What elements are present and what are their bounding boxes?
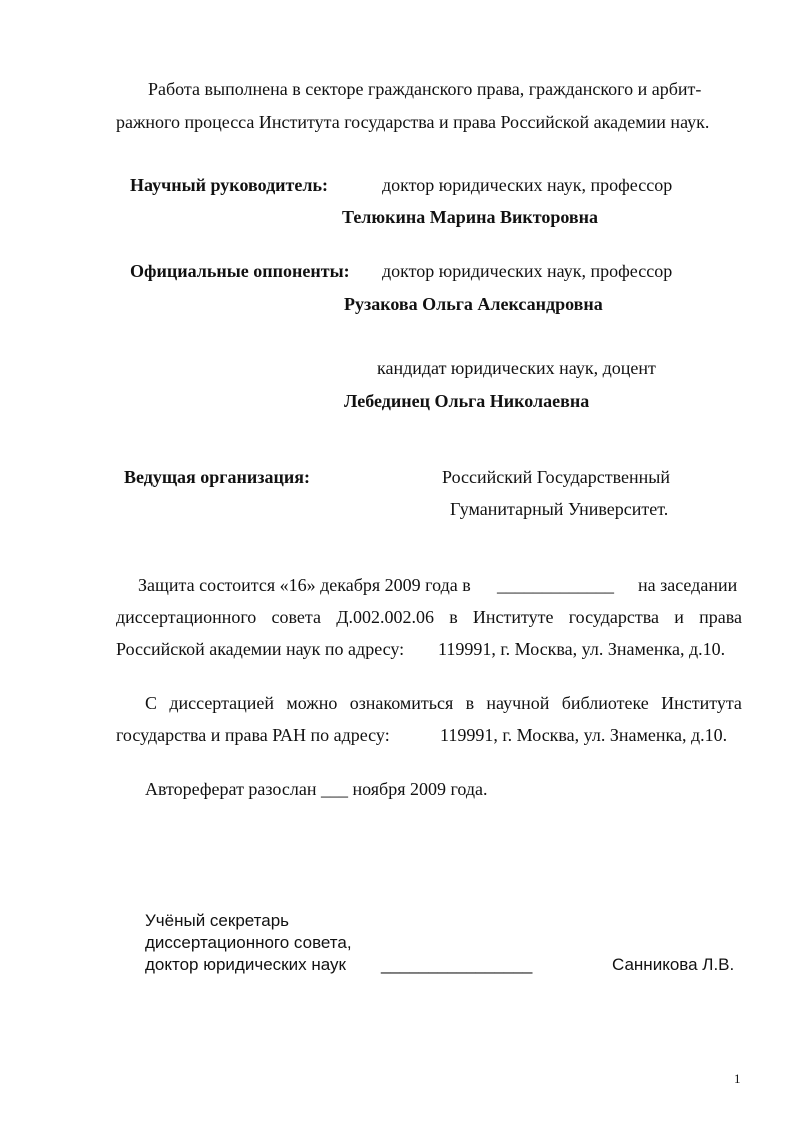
secretary-name: Санникова Л.В. — [612, 955, 735, 974]
defense-address: 119991, г. Москва, ул. Знаменка, д.10. — [438, 639, 726, 659]
intro-line-2: ражного процесса Института государства и права Российской академии наук. — [116, 112, 710, 132]
supervisor-name: Телюкина Марина Викторовна — [342, 207, 599, 227]
defense-word: государства — [568, 607, 659, 627]
library-word: Института — [661, 693, 742, 713]
page-number: 1 — [734, 1071, 741, 1086]
defense-line-2 — [116, 608, 742, 626]
opponent-1-name: Рузакова Ольга Александровна — [344, 294, 603, 314]
library-word: библиотеке — [561, 693, 649, 713]
leading-org-line-1: Российский Государственный — [442, 467, 671, 487]
defense-word: и — [674, 607, 684, 627]
defense-word: совета — [271, 607, 321, 627]
defense-word: Институте — [472, 607, 554, 627]
library-word: можно — [286, 693, 338, 713]
defense-line-1-text: Защита состоится «16» декабря 2009 года в — [138, 575, 471, 595]
leading-org-label: Ведущая организация: — [124, 467, 310, 487]
defense-word: Д.002.002.06 — [336, 607, 434, 627]
secretary-title-line-2: диссертационного совета, — [145, 933, 352, 952]
opponent-2-name: Лебединец Ольга Николаевна — [344, 391, 590, 411]
opponent-2-degree: кандидат юридических наук, доцент — [377, 358, 656, 378]
leading-org-line-2: Гуманитарный Университет. — [450, 499, 669, 519]
defense-word: права — [699, 607, 742, 627]
library-address: 119991, г. Москва, ул. Знаменка, д.10. — [440, 725, 728, 745]
secretary-title-line-3: доктор юридических наук — [145, 955, 346, 974]
defense-word: в — [449, 607, 458, 627]
opponent-1-degree: доктор юридических наук, профессор — [382, 261, 673, 281]
signature-blank: ________________ — [381, 955, 533, 974]
abstract-sent-line: Автореферат разослан ___ ноября 2009 года. — [145, 779, 488, 799]
library-line-1 — [145, 694, 742, 712]
library-line-2-text: государства и права РАН по адресу: — [116, 725, 390, 745]
library-word: С — [145, 693, 158, 713]
supervisor-degree: доктор юридических наук, профессор — [382, 175, 673, 195]
library-word: ознакомиться — [349, 693, 454, 713]
defense-word: диссертационного — [116, 607, 257, 627]
secretary-title-line-1: Учёный секретарь — [145, 911, 290, 930]
library-word: диссертацией — [169, 693, 275, 713]
library-word: научной — [486, 693, 550, 713]
defense-line-1-end: на заседании — [638, 575, 738, 595]
supervisor-label: Научный руководитель: — [130, 175, 328, 195]
opponents-label: Официальные оппоненты: — [130, 261, 350, 281]
defense-line-3-text: Российской академии наук по адресу: — [116, 639, 405, 659]
library-word: в — [465, 693, 475, 713]
intro-line-1: Работа выполнена в секторе гражданского права, гражданского и арбит- — [148, 79, 702, 99]
defense-date-blank: _____________ — [497, 575, 614, 595]
